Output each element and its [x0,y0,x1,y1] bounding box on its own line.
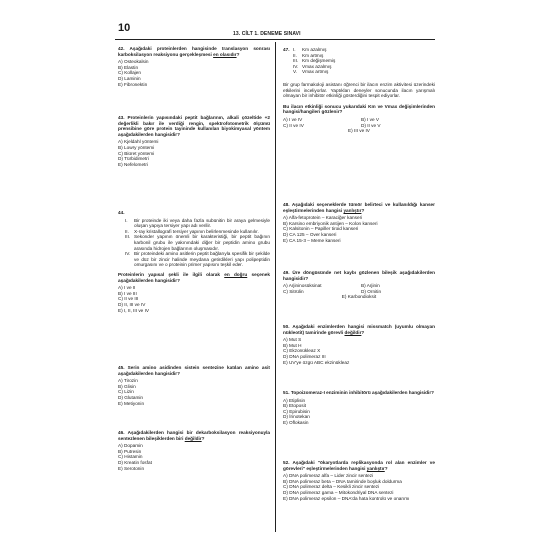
option-a[interactable]: A) Etiplisin [283,397,306,403]
option-e[interactable]: E) Metiyonin [118,400,145,406]
option-b[interactable]: B) Elastin [118,64,139,70]
statement-item: IV. Vmax azalmış [293,63,332,69]
statement-item: V. Vmax artmış [293,69,329,75]
answer-options [118,443,270,471]
option-d[interactable]: D) Laminin [118,75,141,81]
option-c[interactable]: C) Kollajen [118,70,141,76]
option-d[interactable]: D) Glutamin [118,394,144,400]
question-stem: Proteinlerin yapısal şekli ile ilgili olarak en doğru seçenek aşağıdakilerden hangisidir? [118,271,270,283]
question-stem: 49. Üre döngüsünde net kaybı gözlenen bileşik aşağıdakilerden hangisidir? [283,270,435,281]
option-c[interactable]: C) Kalsitonin – Papiller tiroid kanseri [283,226,359,232]
option-b[interactable]: B) Lowry yöntemi [118,144,155,150]
question-stem: 52. Aşağıdaki "ökaryotlarda replikasyonda rol alan enzimler ve görevleri" eşleştirmelerinden hangisi yanlıştır? [283,460,435,471]
option-b[interactable]: B) DNA polimeraz beta – DNA tamirinde boşluk doldurma [283,478,402,484]
answer-options [283,215,435,243]
question-number: 44. [118,210,125,215]
option-e[interactable]: E) UV'ye özgü ABC ekzinükleaz [283,359,350,365]
question-stem: 42. Aşağıdaki proteinlerden hangisinde translasyon sonrası karboksilasyon reaksiyonu gerçekleşmesi en olasıdır? [118,46,270,57]
option-d[interactable]: D) DNA polimeraz gama – Mitokondriyal DNA sentezi [283,489,394,495]
option-e[interactable]: E) Oflokasin [283,419,309,425]
question-stem: 48. Aşağıdaki seçeneklerde tümör belirteci ve kullanıldığı kanser eşleştirmelerinden hangisi yanlıştır? [283,202,435,213]
statement-item: IV. Bir proteindeki amino asitlerin peptit bağlarıyla spesifik bir şekilde ve düz bir zincir halinde meydana getirdikleri yapı polipeptidin omurgasını ve o proteinin primer yapısını teşkil eder. [125,251,270,268]
question-42 [118,46,270,87]
option-b[interactable]: B) Putresin [118,448,142,454]
question-46 [118,430,270,471]
statement-item: III. Sekonder yapının önemli bir karakteristiği, bir peptit bağının karbonil grubu ile yakınındaki diğer bir peptidin amino grubu arasında hidrojen bağlarının oluşmasıdır. [125,234,270,251]
answer-options [283,398,435,426]
answer-options [118,139,270,167]
question-paragraph: Bir grup farmakoloji asistanı öğrenci bir ilacın enzim aktivitesi üzerindeki etkilerini inceliyorlar. Yaptıkları deneyler sonucunda ilacın yarışmalı olmayan bir inhibitör etkinliği gösterdiğini tespit ediyorlar. [283,81,435,99]
option-c[interactable]: C) Ekzonükleaz X [283,348,321,354]
option-e[interactable]: E) I, II, III ve IV [118,307,149,313]
option-c[interactable]: C) Histamin [118,454,143,460]
option-c[interactable]: C) II ve IV [283,122,304,128]
statement-list [283,47,435,75]
option-c[interactable]: C) Lizin [118,389,134,395]
header-rule [115,39,435,40]
option-d[interactable]: D) Ornitin [361,288,382,294]
option-e[interactable]: E) Karbondioksit [341,294,377,300]
option-d[interactable]: D) İrinotekan [283,414,310,420]
option-d[interactable]: D) Kreatin fosfat [118,459,152,465]
option-c[interactable]: C) Biüret yöntemi [118,150,155,156]
answer-options [118,378,270,406]
answer-options [283,337,435,365]
column-divider [275,42,276,532]
option-e[interactable]: E) III ve IV [348,128,370,134]
statement-list [125,218,270,268]
option-a[interactable]: A) I ve II [118,285,136,291]
question-44 [118,210,270,313]
statement-item: I. Bir proteinde iki veya daha fazla subünitin bir araya gelmesiyle oluşan yapıya tersiyer yapı adı verilir. [125,217,270,229]
question-stem: 46. Aşağıdakilerden hangisi bir dekarboksilasyon reaksiyonuyla sentezlenen bileşiklerden biri değildir? [118,430,270,441]
answer-options [283,283,435,300]
question-stem: 51. Topoizomeraz-I enziminin inhibitörü aşağıdakilerden hangisidir? [283,390,434,395]
statement-item: 47. I. Km azalmış [283,47,327,52]
option-b[interactable]: B) I ve III [118,290,137,296]
option-a[interactable]: A) I ve IV [283,116,303,122]
option-d[interactable]: D) DNA polimeraz III [283,353,326,359]
statement-item: III. Km değişmemiş [293,58,336,64]
option-b[interactable]: B) Etoposit [283,403,306,409]
option-e[interactable]: E) Fibronektin [118,81,148,87]
question-48 [283,202,435,243]
option-e[interactable]: E) Serotonin [118,465,145,471]
question-51 [283,390,435,426]
option-c[interactable]: C) II ve III [118,296,139,302]
question-47 [283,46,435,134]
question-stem: Bu ilacın etkinliği sonucu yukarıdaki Km ve Vmax değişimlerinden hangisi/hangileri gözlenir? [283,103,435,115]
option-a[interactable]: A) Osteokalsin [118,59,149,65]
option-c[interactable]: C) Epirubisin [283,408,310,414]
option-b[interactable]: B) Glisin [118,383,136,389]
option-d[interactable]: D) Türbidimetri [118,156,149,162]
statement-item: II. Km artmış [293,52,324,58]
answer-options [118,285,270,313]
option-e[interactable]: E) DNA polimeraz epsilon – DNA'da hata kontrolü ve onarımı [283,495,410,501]
question-stem: 50. Aşağıdaki enzimlerden hangisi missmatch (uyumlu olmayan nükleotit) tamirinde görevli değildir? [283,324,435,335]
option-d[interactable]: D) II ve V [361,122,381,128]
option-b[interactable]: B) Mut H [283,342,302,348]
option-c[interactable]: C) DNA polimeraz delta – Kesikli zincir sentezi [283,484,380,490]
question-52 [283,460,435,501]
option-c[interactable]: C) Sitrülin [283,288,304,294]
statement-item: II. X-ray kristallografi tersiyer yapının belirlenmesinde kullanılır. [125,228,259,234]
option-e[interactable]: E) CA 15-3 – Meme kanseri [283,237,341,243]
page-number: 10 [118,22,131,34]
option-b[interactable]: B) I ve V [361,116,379,122]
option-a[interactable]: A) Dopamin [118,443,143,449]
option-a[interactable]: A) Kjeldahl yöntemi [118,139,159,145]
option-a[interactable]: A) Arjininosüksinat [283,283,322,289]
option-e[interactable]: E) Nefelometri [118,161,148,167]
option-a[interactable]: A) Mut S [283,337,302,343]
option-a[interactable]: A) Alfa-fetoprotein – Karaciğer kanseri [283,215,363,221]
answer-options [283,473,435,501]
answer-options [283,117,435,134]
question-50 [283,324,435,365]
option-b[interactable]: B) Arjinin [361,283,380,289]
option-b[interactable]: B) Karsino embriyonik antijen – Kolon kanseri [283,220,378,226]
answer-options [118,59,270,87]
option-d[interactable]: D) II, III ve IV [118,301,146,307]
page-title: 13. CİLT 1. DENEME SINAVI [233,31,301,37]
option-a[interactable]: A) DNA polimeraz alfa – Lider zincir sentezi [283,473,374,479]
option-d[interactable]: D) CA 125 – Over kanseri [283,231,337,237]
question-stem: 45. Serin amino asidinden sistein sentezine katılan amino asit aşağıdakilerden hangisidir? [118,365,270,376]
question-stem: 43. Proteinlerin yapısındaki peptit bağlarının, alkali çözeltide +2 değerlikli bakır ile verdiği rengin, spektrofotometrik ölçümü prensibine göre protein tayininde kullanılan biyokimyasal yöntem aşağıdakilerden hangisidir? [118,115,270,137]
question-45 [118,365,270,406]
option-a[interactable]: A) Tirozin [118,378,138,384]
question-49 [283,270,435,300]
question-43 [118,115,270,167]
